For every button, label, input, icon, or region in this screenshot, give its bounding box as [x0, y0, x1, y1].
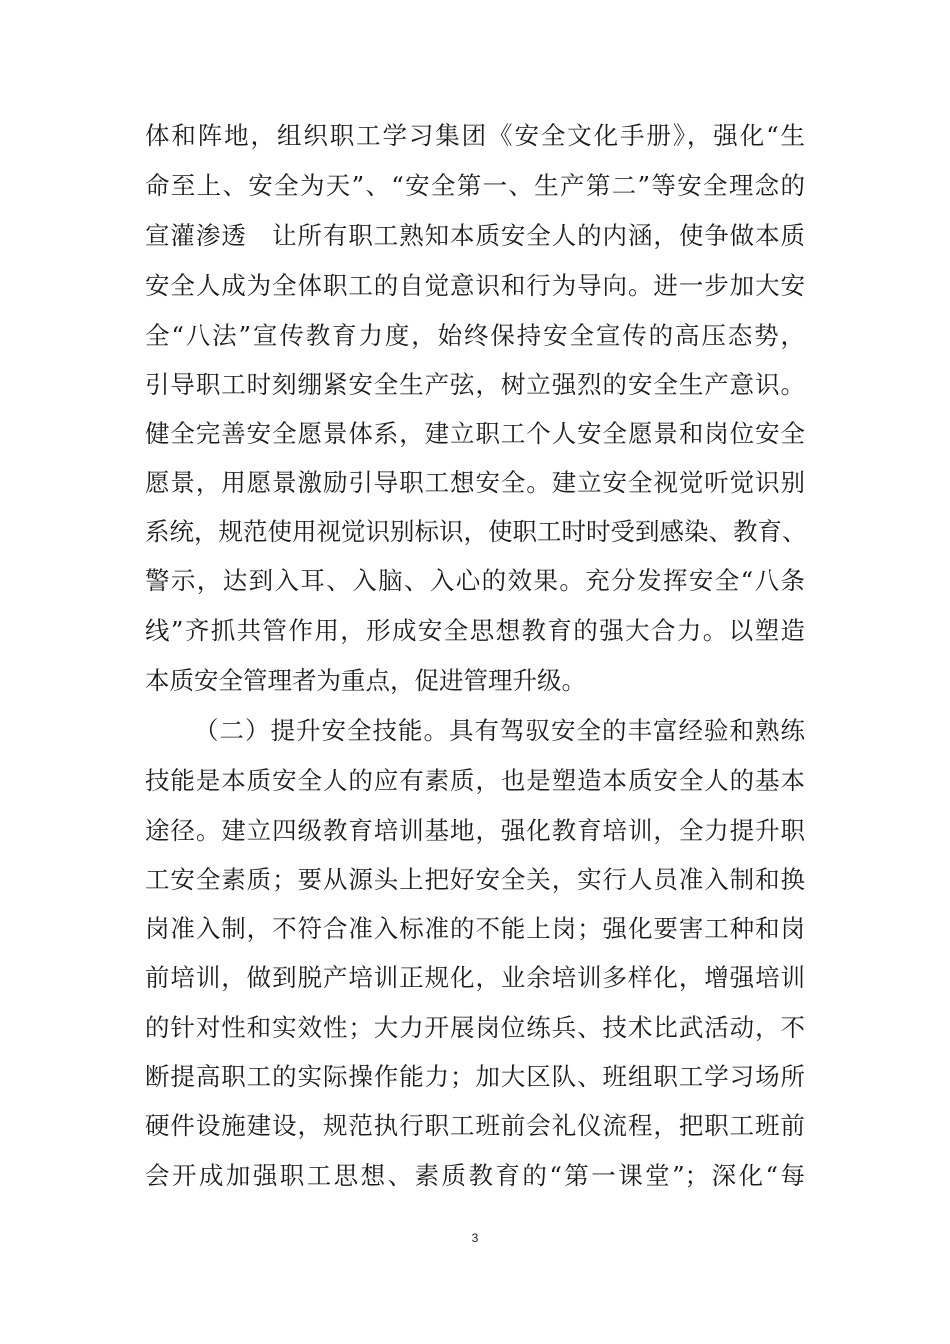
text-line: 工安全素质；要从源头上把好安全关，实行人员准入制和换 — [145, 865, 805, 894]
text-line: 线”齐抓共管作用，形成安全思想教育的强大合力。以塑造 — [145, 616, 805, 645]
text-line: 全“八法”宣传教育力度，始终保持安全宣传的高压态势， — [145, 321, 805, 350]
text-line: 引导职工时刻绷紧安全生产弦，树立强烈的安全生产意识。 — [145, 370, 805, 399]
text-line: 命至上、安全为天”、“安全第一、生产第二”等安全理念的 — [145, 171, 805, 200]
text-line: 体和阵地，组织职工学习集团《安全文化手册》，强化“生 — [145, 121, 805, 150]
text-line: 前培训，做到脱产培训正规化，业余培训多样化，增强培训 — [145, 963, 805, 992]
text-line: 愿景，用愿景激励引导职工想安全。建立安全视觉听觉识别 — [145, 468, 805, 497]
text-line: 岗准入制，不符合准入标准的不能上岗；强化要害工种和岗 — [145, 914, 805, 943]
text-line: 安全人成为全体职工的自觉意识和行为导向。进一步加大安 — [145, 271, 805, 300]
paragraph-heading-line: （二）提升安全技能。具有驾驭安全的丰富经验和熟练 — [194, 716, 805, 745]
text-line: 技能是本质安全人的应有素质，也是塑造本质安全人的基本 — [145, 766, 805, 795]
text-line: 的针对性和实效性；大力开展岗位练兵、技术比武活动，不 — [145, 1013, 805, 1042]
text-line: 断提高职工的实际操作能力；加大区队、班组职工学习场所 — [145, 1062, 805, 1091]
text-line: 途径。建立四级教育培训基地，强化教育培训，全力提升职 — [145, 816, 805, 845]
text-line: 系统，规范使用视觉识别标识，使职工时时受到感染、教育、 — [145, 517, 807, 546]
text-line: 本质安全管理者为重点，促进管理升级。 — [145, 666, 586, 695]
text-line: 会开成加强职工思想、素质教育的“第一课堂”；深化“每 — [145, 1161, 805, 1190]
page-number: 3 — [471, 1231, 479, 1245]
text-line: 宣灌渗透 让所有职工熟知本质安全人的内涵，使争做本质 — [145, 221, 805, 250]
text-line: 警示，达到入耳、入脑、入心的效果。充分发挥安全“八条 — [145, 566, 805, 595]
text-line: 健全完善安全愿景体系，建立职工个人安全愿景和岗位安全 — [145, 419, 805, 448]
text-line: 硬件设施建设，规范执行职工班前会礼仪流程，把职工班前 — [145, 1111, 805, 1140]
